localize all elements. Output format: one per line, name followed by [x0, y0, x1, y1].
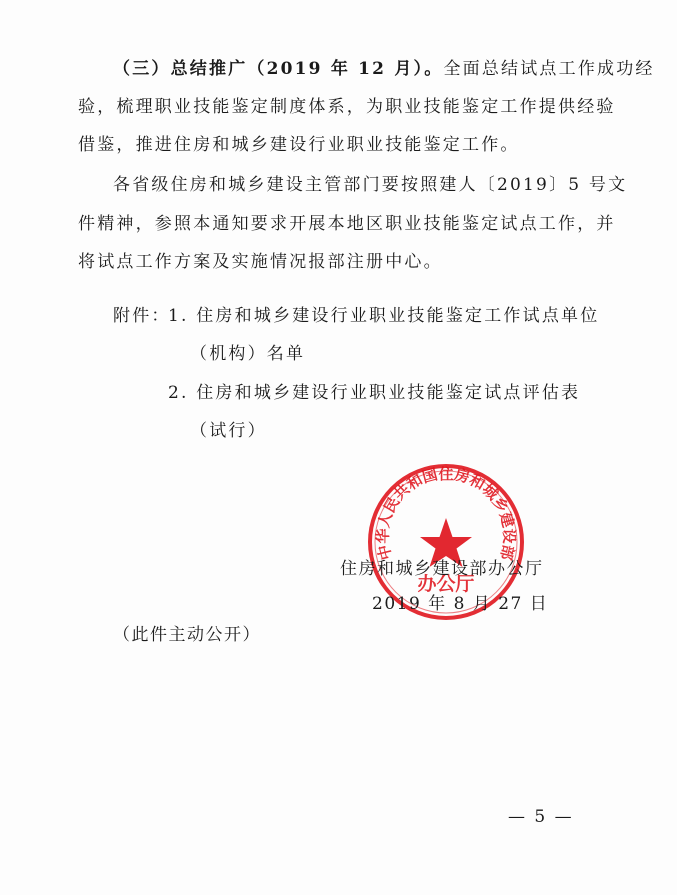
attachment-2-line-1: 2. 住房和城乡建设行业职业技能鉴定试点评估表 [168, 383, 581, 403]
attachment-1-line-2: （机构）名单 [190, 344, 306, 364]
item3-line-1 [113, 58, 655, 80]
para2-line-3: 将试点工作方案及实施情况报部注册中心。 [78, 252, 443, 272]
disclosure-note: （此件主动公开） [113, 625, 261, 645]
item3-heading: （三）总结推广（2019 年 12 月）。 [113, 59, 444, 79]
attachment-1-line-1: 1. 住房和城乡建设行业职业技能鉴定工作试点单位 [168, 306, 600, 326]
attachments-label: 附件： [113, 306, 171, 326]
para2-line-2: 件精神，参照本通知要求开展本地区职业技能鉴定试点工作，并 [78, 214, 616, 234]
seal-bottom-text: 办公厅 [417, 573, 475, 595]
item3-line-1-rest: 全面总结试点工作成功经 [443, 59, 655, 79]
attachment-2-line-2: （试行） [190, 421, 267, 441]
para2-line-1: 各省级住房和城乡建设主管部门要按照建人〔2019〕5 号文 [113, 175, 628, 195]
seal-arc-text: 中华人民共和国住房和城乡建设部 [373, 464, 519, 562]
item3-line-2: 验，梳理职业技能鉴定制度体系，为职业技能鉴定工作提供经验 [78, 97, 616, 117]
page-number: — 5 — [508, 807, 574, 827]
item3-line-3: 借鉴，推进住房和城乡建设行业职业技能鉴定工作。 [78, 135, 520, 155]
issuer-name: 住房和城乡建设部办公厅 [340, 559, 544, 579]
issue-date: 2019 年 8 月 27 日 [372, 594, 549, 614]
